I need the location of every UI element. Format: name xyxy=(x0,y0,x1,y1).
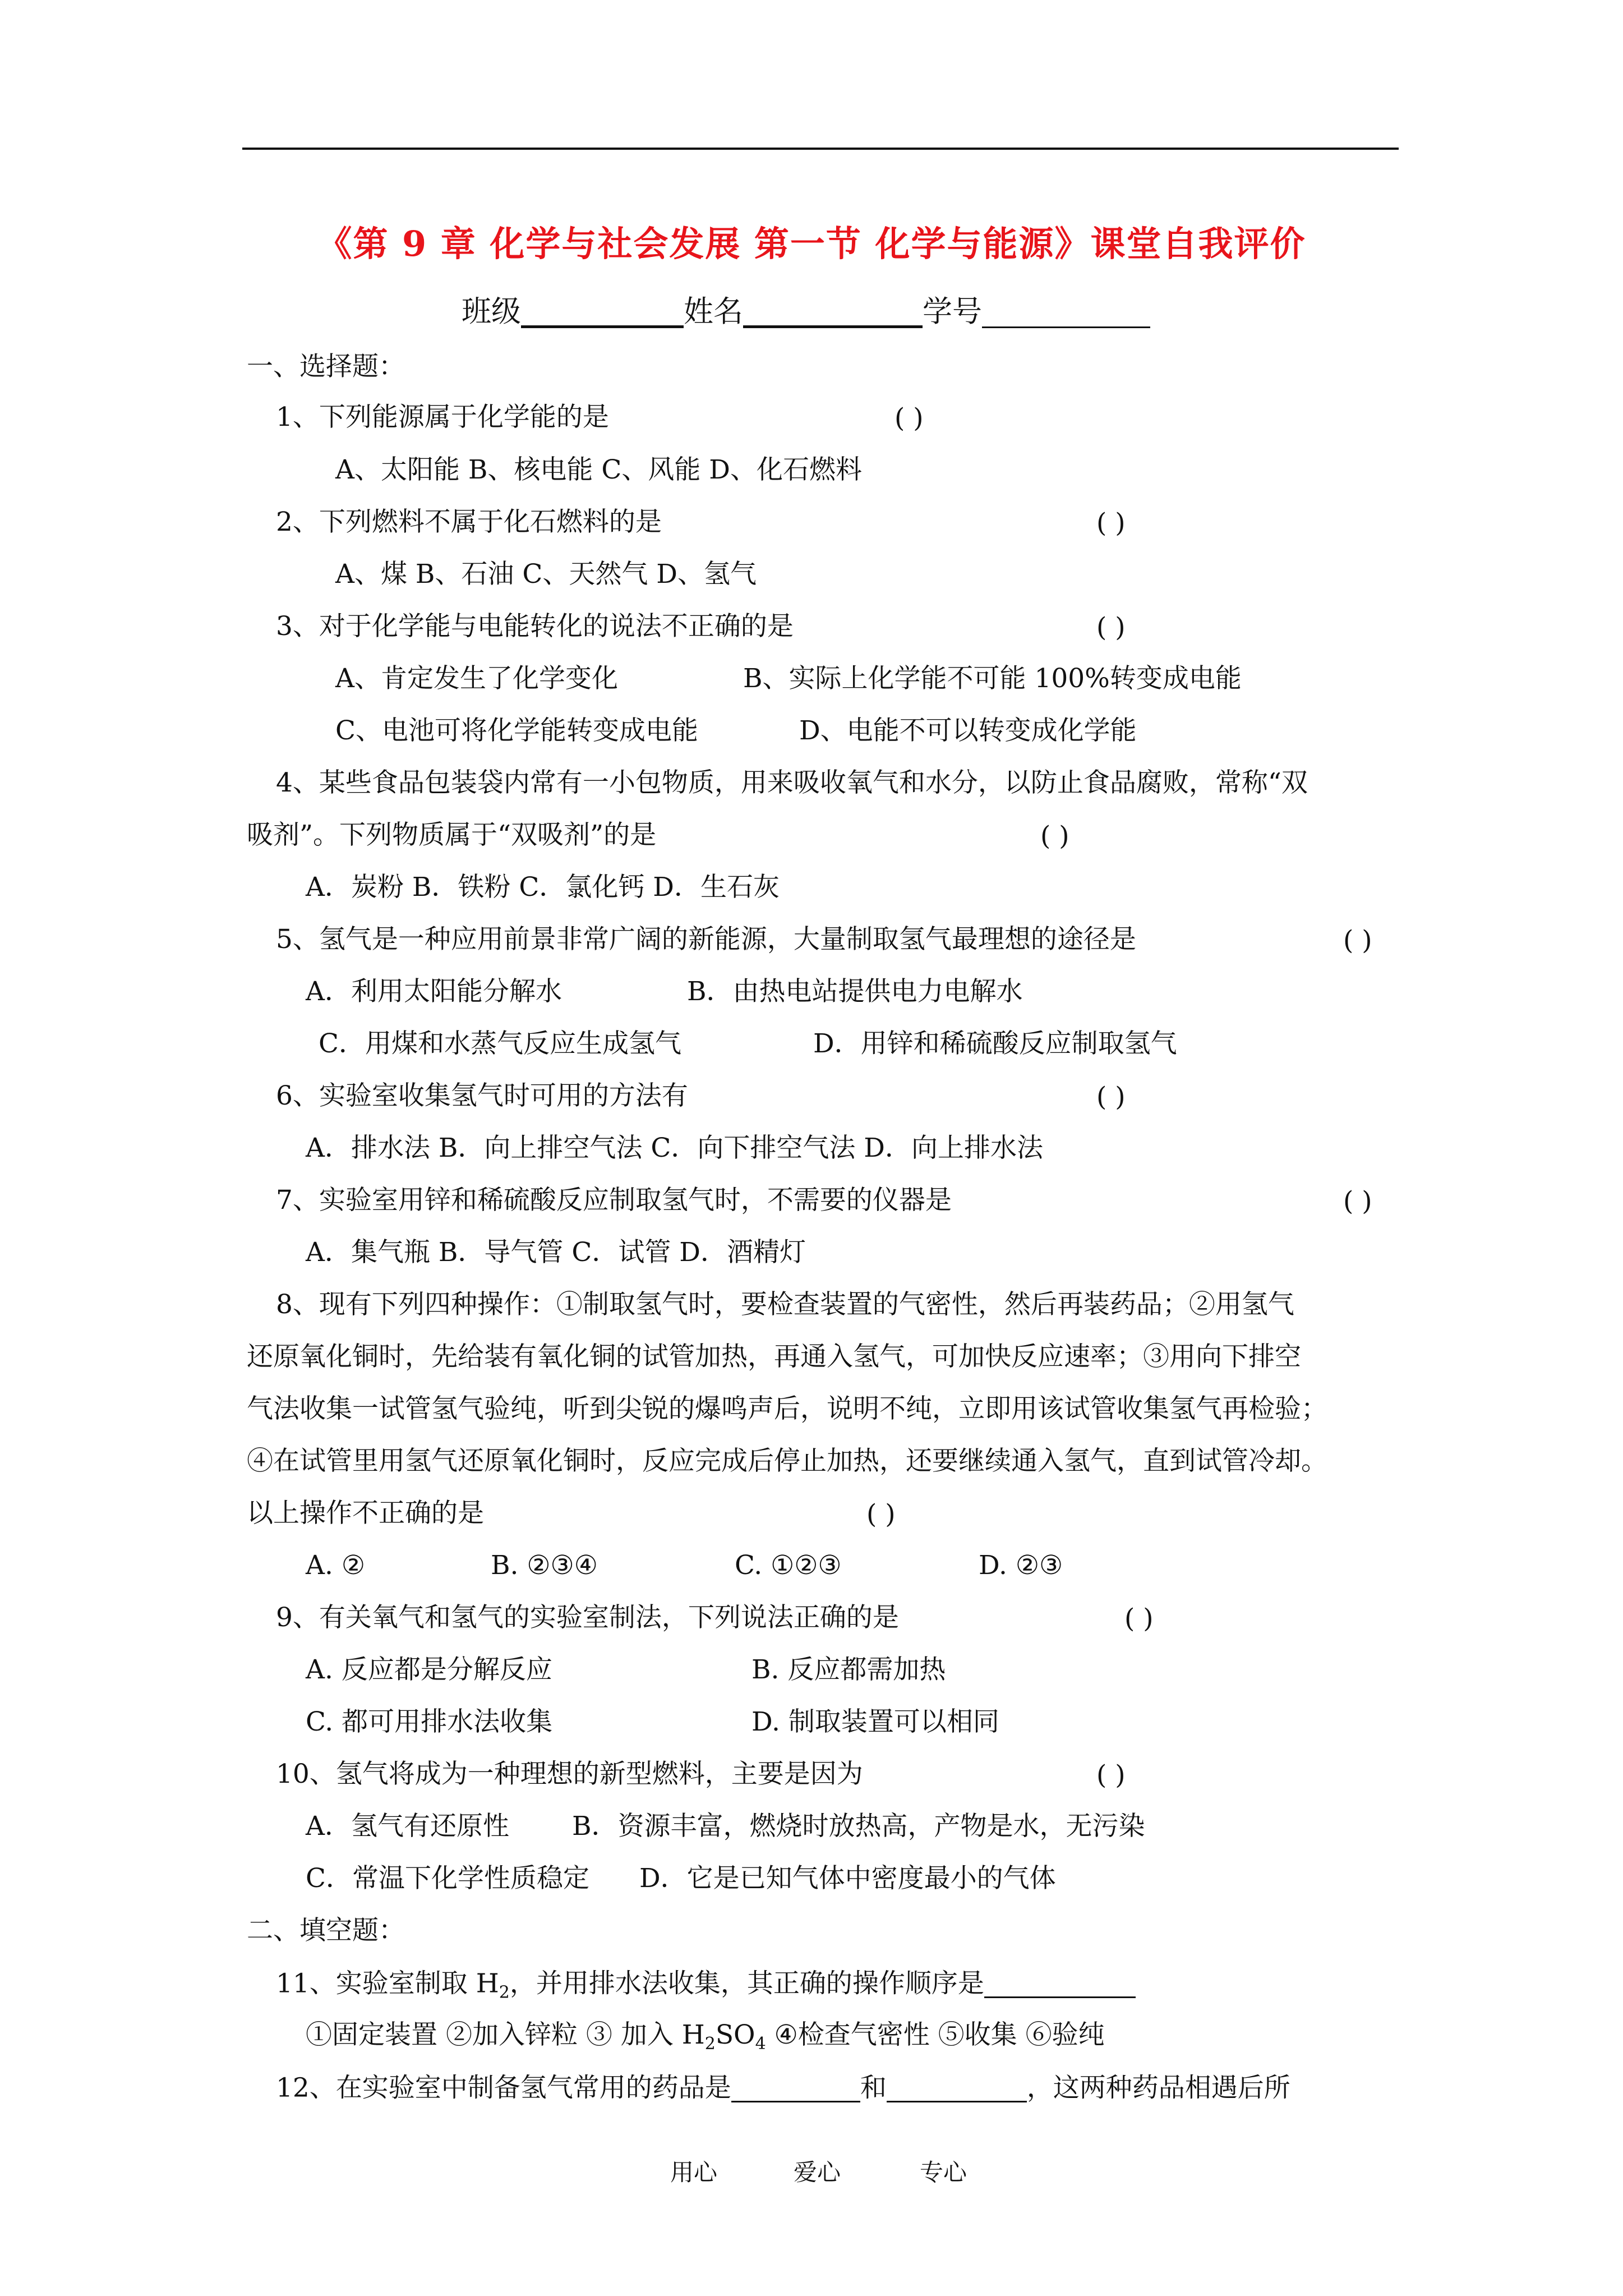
question-12-blank-1[interactable] xyxy=(731,2073,860,2102)
name-field[interactable] xyxy=(743,297,923,328)
question-12-stem xyxy=(276,2073,1290,2102)
question-8-line-4: ④在试管里用氢气还原氧化铜时，反应完成后停止加热，还要继续通入氢气，直到试管冷却。 xyxy=(247,1446,1327,1476)
question-3-option-a: A、肯定发生了化学变化 xyxy=(335,663,618,694)
answer-paren-2[interactable]: ( ) xyxy=(1096,508,1126,539)
answer-paren-7[interactable]: ( ) xyxy=(1343,1186,1372,1217)
question-9-option-b: B. 反应都需加热 xyxy=(751,1654,946,1685)
question-11-stem-subscript: 2 xyxy=(499,1982,510,2003)
question-5-option-d: D．用锌和稀硫酸反应制取氢气 xyxy=(813,1028,1177,1059)
class-label: 班级 xyxy=(462,295,521,329)
question-8-option-c: C. ①②③ xyxy=(735,1550,842,1581)
question-8-line-1: 8、现有下列四种操作：①制取氢气时，要检查装置的气密性，然后再装药品；②用氢气 xyxy=(276,1289,1294,1320)
answer-paren-9[interactable]: ( ) xyxy=(1124,1603,1154,1634)
section-choice: 一、选择题： xyxy=(247,351,405,382)
question-2-stem: 2、下列燃料不属于化石燃料的是 xyxy=(276,507,662,537)
question-8-line-5: 以上操作不正确的是 xyxy=(247,1498,484,1529)
question-9-option-a: A. 反应都是分解反应 xyxy=(306,1654,552,1685)
question-3-option-b: B、实际上化学能不可能 100%转变成电能 xyxy=(743,663,1242,694)
page-title: 《第 9 章 化学与社会发展 第一节 化学与能源》课堂自我评价 xyxy=(317,223,1306,264)
question-12-part-2: 和 xyxy=(860,2072,887,2104)
question-12-part-1: 12、在实验室中制备氢气常用的药品是 xyxy=(276,2072,731,2104)
question-10-option-c: C．常温下化学性质稳定 xyxy=(306,1863,589,1894)
question-4-stem-line-1: 4、某些食品包装袋内常有一小包物质，用来吸收氧气和水分，以防止食品腐败，常称“双 xyxy=(276,767,1308,798)
question-5-option-a: A．利用太阳能分解水 xyxy=(306,976,562,1007)
question-10-option-a: A．氢气有还原性 xyxy=(306,1811,509,1842)
question-1-options: A、太阳能 B、核电能 C、风能 D、化石燃料 xyxy=(335,454,862,485)
question-10-stem: 10、氢气将成为一种理想的新型燃料，主要是因为 xyxy=(276,1759,863,1789)
question-11-stem-text-a: 11、实验室制取 H xyxy=(276,1968,499,1999)
question-6-options: A．排水法 B．向上排空气法 C．向下排空气法 D．向上排水法 xyxy=(306,1133,1043,1163)
question-3-stem: 3、对于化学能与电能转化的说法不正确的是 xyxy=(276,611,794,642)
question-5-option-b: B．由热电站提供电力电解水 xyxy=(687,976,1023,1007)
question-10-option-d: D．它是已知气体中密度最小的气体 xyxy=(639,1863,1056,1894)
question-11-steps xyxy=(306,2019,1105,2054)
question-11-steps-sub-2: 4 xyxy=(755,2034,766,2054)
footer-text-2: 爱心 xyxy=(794,2159,841,2186)
question-12-blank-2[interactable] xyxy=(887,2073,1027,2102)
question-11-steps-text-b: ④检查气密性 ⑤收集 ⑥验纯 xyxy=(766,2019,1105,2050)
student-info xyxy=(462,296,1150,328)
section-fill: 二、填空题： xyxy=(247,1915,405,1946)
question-3-option-c: C、电池可将化学能转变成电能 xyxy=(335,715,698,746)
question-9-stem: 9、有关氧气和氢气的实验室制法，下列说法正确的是 xyxy=(276,1602,899,1633)
question-11-steps-text-a: ①固定装置 ②加入锌粒 ③ 加入 H xyxy=(306,2019,705,2050)
question-10-option-b: B．资源丰富，燃烧时放热高，产物是水，无污染 xyxy=(572,1811,1145,1842)
question-3-option-d: D、电能不可以转变成化学能 xyxy=(799,715,1137,746)
question-8-line-2: 还原氧化铜时，先给装有氧化铜的试管加热，再通入氢气，可加快反应速率；③用向下排空 xyxy=(247,1341,1301,1372)
answer-paren-8[interactable]: ( ) xyxy=(866,1499,896,1530)
footer-text-1: 用心 xyxy=(670,2159,718,2186)
question-11-steps-sub-1: 2 xyxy=(704,2034,716,2054)
question-7-options: A．集气瓶 B．导气管 C．试管 D．酒精灯 xyxy=(306,1237,806,1268)
question-8-option-a: A. ② xyxy=(306,1550,365,1581)
question-11-steps-mid: SO xyxy=(715,2019,755,2050)
question-2-options: A、煤 B、石油 C、天然气 D、氢气 xyxy=(335,559,757,590)
footer-text-3: 专心 xyxy=(920,2159,967,2186)
question-11-blank[interactable] xyxy=(984,1968,1136,1998)
name-label: 姓名 xyxy=(684,295,743,329)
question-6-stem: 6、实验室收集氢气时可用的方法有 xyxy=(276,1080,688,1111)
answer-paren-6[interactable]: ( ) xyxy=(1096,1082,1126,1112)
question-4-options: A．炭粉 B．铁粉 C．氯化钙 D．生石灰 xyxy=(306,872,780,903)
answer-paren-1[interactable]: ( ) xyxy=(895,403,924,434)
id-field[interactable] xyxy=(982,298,1150,328)
question-8-option-d: D. ②③ xyxy=(979,1550,1063,1581)
answer-paren-4[interactable]: ( ) xyxy=(1040,821,1069,852)
question-5-option-c: C．用煤和水蒸气反应生成氢气 xyxy=(319,1028,681,1059)
question-12-part-3: ，这两种药品相遇后所 xyxy=(1026,2072,1290,2104)
question-1-stem: 1、下列能源属于化学能的是 xyxy=(276,402,609,432)
question-11-stem xyxy=(276,1968,1136,2003)
question-11-stem-text-b: ，并用排水法收集，其正确的操作顺序是 xyxy=(509,1968,984,1999)
answer-paren-3[interactable]: ( ) xyxy=(1096,612,1126,643)
question-9-option-c: C. 都可用排水法收集 xyxy=(306,1706,553,1737)
id-label: 学号 xyxy=(923,295,982,329)
answer-paren-10[interactable]: ( ) xyxy=(1096,1760,1126,1791)
class-field[interactable] xyxy=(521,297,684,328)
answer-paren-5[interactable]: ( ) xyxy=(1343,925,1372,956)
header-rule xyxy=(242,148,1399,150)
question-9-option-d: D. 制取装置可以相同 xyxy=(751,1706,999,1737)
question-7-stem: 7、实验室用锌和稀硫酸反应制取氢气时，不需要的仪器是 xyxy=(276,1185,952,1216)
question-8-line-3: 气法收集一试管氢气验纯，听到尖锐的爆鸣声后，说明不纯，立即用该试管收集氢气再检验； xyxy=(247,1393,1327,1424)
question-4-stem-line-2: 吸剂”。下列物质属于“双吸剂”的是 xyxy=(247,820,657,850)
question-8-option-b: B. ②③④ xyxy=(491,1550,598,1581)
question-5-stem: 5、氢气是一种应用前景非常广阔的新能源，大量制取氢气最理想的途径是 xyxy=(276,924,1136,955)
